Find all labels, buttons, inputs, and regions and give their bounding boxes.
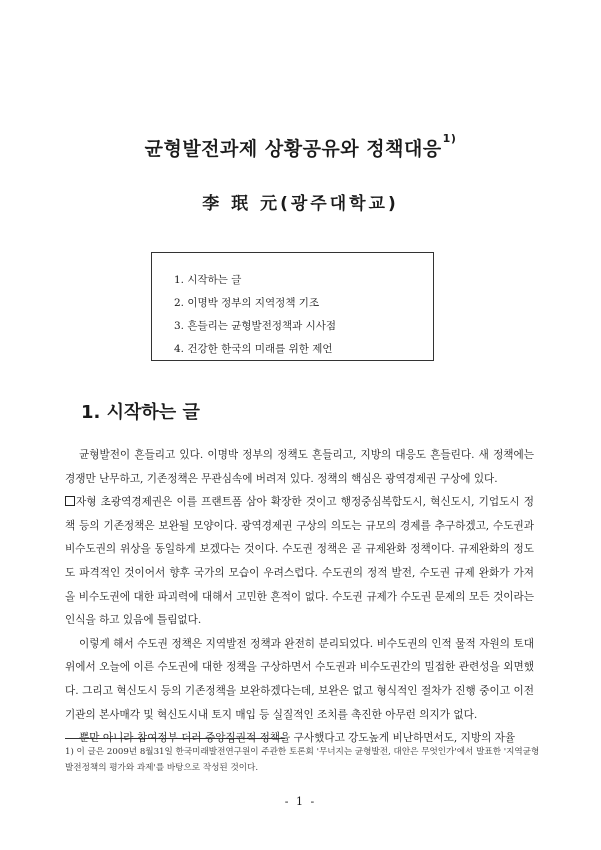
title-text: 균형발전과제 상황공유와 정책대응 — [144, 138, 442, 160]
footnote-divider — [65, 738, 285, 739]
paragraph: 자형 초광역경제권은 이를 프랜트폼 삼아 확장한 것이고 행정중심복합도시, 혁신도시, 기업도시 정책 등의 기존정책은 보완될 모양이다. 광역경제권 구상의 의도는 규모의 경제를 추구하겠고, 수도권과 비수도권의 위상을 동일하게 보겠다는 것이다. 수도권 정책은 곧 규제완화 정책이다. 규제완화의 정도도 파격적인 것이어서 향후 국가의 모습이 우려스럽다. 수도권의 정적 발전, 수도권 규제 완화가 가져올 비수도권에 대한 파괴력에 대해서 고민한 흔적이 없다. 수도권 규제가 수도권 문제의 모든 것이라는 인식을 하고 있음에 틀림없다. — [65, 491, 534, 633]
document-title — [0, 134, 601, 161]
toc-item: 4. 건강한 한국의 미래를 위한 제언 — [174, 343, 333, 355]
section-heading: 1. 시작하는 글 — [81, 402, 200, 423]
paragraph: 균형발전이 흔들리고 있다. 이명박 정부의 정책도 흔들리고, 지방의 대응도 흔들린다. 새 정책에는 경쟁만 난무하고, 기존정책은 무관심속에 버려져 있다. 정책의 핵심은 광역경제권 구상에 있다. — [65, 449, 534, 485]
author-line: 李 珉 元(광주대학교) — [202, 194, 399, 214]
title-footnote-mark: 1) — [442, 132, 457, 145]
table-of-contents — [151, 252, 434, 361]
page-number: - 1 - — [284, 795, 317, 808]
paragraph: 이렇게 해서 수도권 정책은 지역발전 정책과 완전히 분리되었다. 비수도권의 인적 물적 자원의 토대위에서 오늘에 이른 수도권에 대한 정책을 구상하면서 수도권과 비수도권간의 밀접한 관련성을 외면했다. 그리고 혁신도시 등의 기존정책을 보완하겠다는데, 보완은 없고 형식적인 절차가 진행 중이고 이전기관의 본사매각 및 혁신도시내 토지 매입 등 실질적인 조치를 촉진한 아무런 의지가 없다. — [65, 637, 534, 721]
footnote: 1) 이 글은 2009년 8월31일 한국미래발전연구원이 주관한 토론회 '무너지는 균형발전, 대안은 무엇인가'에서 발표한 '지역균형발전정책의 평가와 과제'를 바탕으로 작성된 것이다. — [65, 747, 540, 773]
paragraph: 뿐만 아니라 참여정부 더러 중앙집권적 정책을 구사했다고 강도높게 비난하면서도, 지방의 자율 — [79, 732, 516, 745]
toc-item: 2. 이명박 정부의 지역정책 기조 — [174, 297, 320, 309]
toc-item: 1. 시작하는 글 — [174, 274, 242, 286]
toc-item: 3. 흔들리는 균형발전정책과 시사점 — [174, 320, 337, 332]
body-text — [65, 444, 534, 751]
